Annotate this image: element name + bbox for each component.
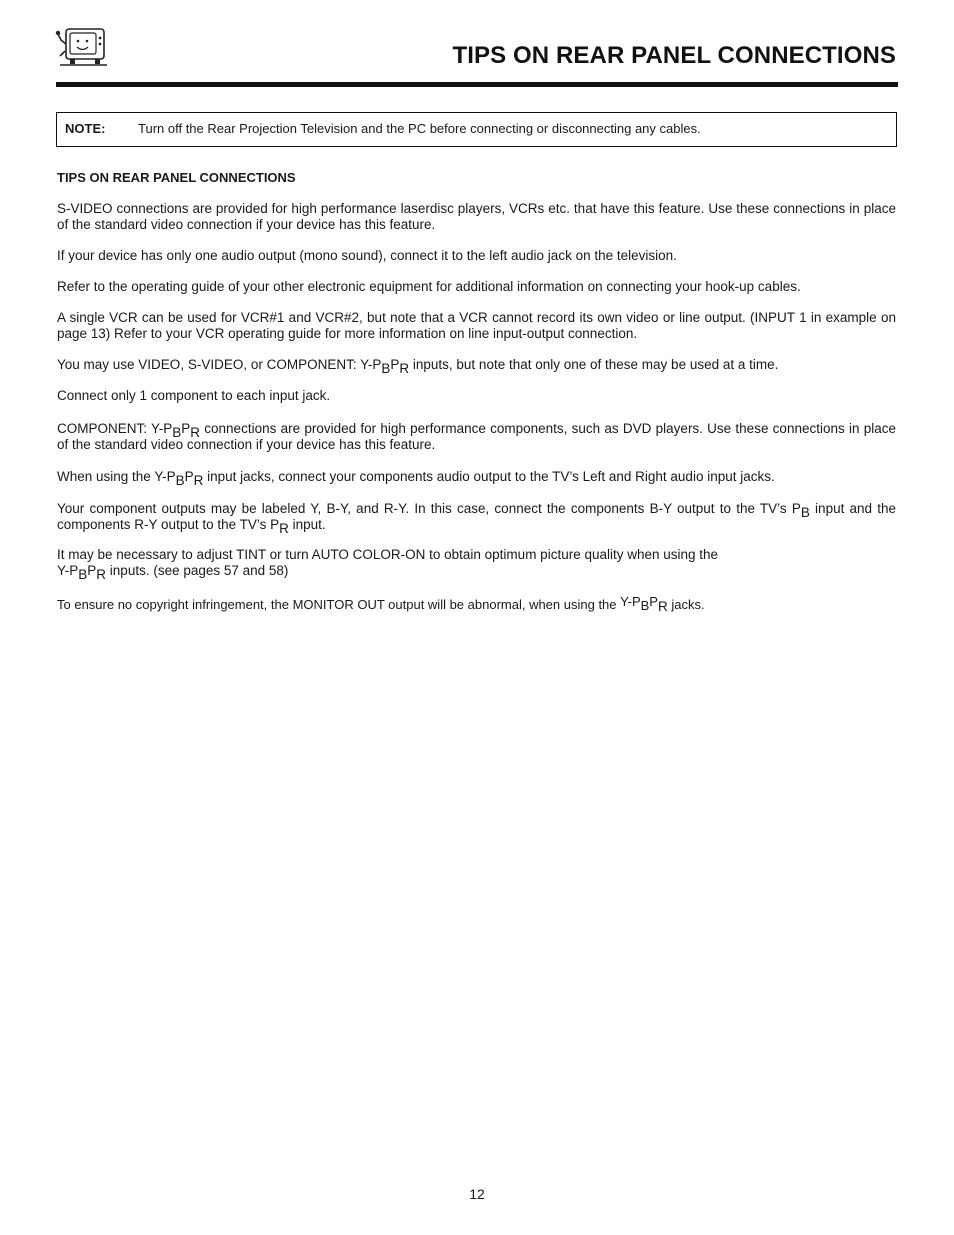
paragraph-operating-guide: Refer to the operating guide of your other electronic equipment for additional information on connecting your hook-up cables. (57, 279, 801, 294)
paragraph-single-vcr: A single VCR can be used for VCR#1 and VCR#2, but note that a VCR cannot record its own video or line output. (INPUT 1 in example on page 13) Refer to your VCR operating guide for more information on line input-output connection. (57, 310, 896, 341)
paragraph-input-choice (57, 357, 896, 376)
text-run: Y-P (620, 594, 641, 609)
paragraph-component-labels (57, 501, 896, 536)
text-run: P (181, 421, 191, 436)
page-title: TIPS ON REAR PANEL CONNECTIONS (452, 42, 896, 69)
section-heading: TIPS ON REAR PANEL CONNECTIONS (57, 170, 296, 185)
text-run: jacks. (667, 597, 705, 612)
subscript-r: R (657, 599, 668, 614)
text-run: input. (288, 517, 326, 532)
page-number: 12 (469, 1186, 485, 1202)
text-run: To ensure no copyright infringement, the MONITOR OUT output will be abnormal, when using the (57, 597, 621, 612)
note-text: Turn off the Rear Projection Television and the PC before connecting or disconnecting any cables. (138, 121, 701, 136)
text-run: You may use VIDEO, S-VIDEO, or COMPONENT: Y-P (57, 357, 382, 372)
paragraph-s-video: S-VIDEO connections are provided for high performance laserdisc players, VCRs etc. that have this feature. Use these connections in place of the standard video connection if your device has this feature. (57, 201, 896, 232)
text-run: P (390, 357, 400, 372)
subscript-b: B (175, 473, 185, 488)
paragraph-component-connections (57, 421, 896, 453)
text-run: Your component outputs may be labeled Y, B-Y, and R-Y. In this case, connect the components B-Y output to the TV’s P (57, 501, 801, 516)
subscript-b: B (78, 567, 88, 582)
subscript-b: B (172, 425, 182, 440)
text-run: input and the components R-Y output to the TV’s P (57, 501, 896, 532)
subscript-b: B (800, 505, 810, 520)
paragraph-mono-audio: If your device has only one audio output (mono sound), connect it to the left audio jack on the television. (57, 248, 677, 263)
paragraph-component-audio (57, 469, 896, 488)
text-run: Y-P (57, 563, 79, 578)
text-run: connections are provided for high performance components, such as DVD players. Use these connections in place of the standard video connection if your device has this feature. (57, 421, 896, 452)
note-box (56, 112, 897, 147)
subscript-r: R (190, 425, 201, 440)
paragraph-monitor-out (57, 594, 896, 614)
subscript-r: R (399, 361, 410, 376)
tv-mascot-logo-icon (55, 26, 109, 68)
text-run: It may be necessary to adjust TINT or turn AUTO COLOR-ON to obtain optimum picture quality when using the (57, 547, 719, 562)
text-run: P (184, 469, 194, 484)
subscript-r: R (193, 473, 204, 488)
text-run: input jacks, connect your components audio output to the TV’s Left and Right audio input jacks. (203, 469, 775, 484)
text-run: inputs, but note that only one of these may be used at a time. (409, 357, 779, 372)
subscript-r: R (279, 521, 289, 536)
text-run: When using the Y-P (57, 469, 176, 484)
subscript-b: B (381, 361, 391, 376)
note-label: NOTE: (65, 121, 106, 136)
subscript-b: B (640, 598, 650, 613)
title-divider (56, 82, 898, 87)
paragraph-one-component: Connect only 1 component to each input jack. (57, 388, 331, 403)
text-run: P (649, 594, 658, 609)
text-run: inputs. (see pages 57 and 58) (106, 563, 289, 578)
subscript-r: R (96, 567, 107, 582)
paragraph-tint-adjust (57, 547, 896, 582)
text-run: P (87, 563, 97, 578)
text-run: COMPONENT: Y-P (57, 421, 173, 436)
